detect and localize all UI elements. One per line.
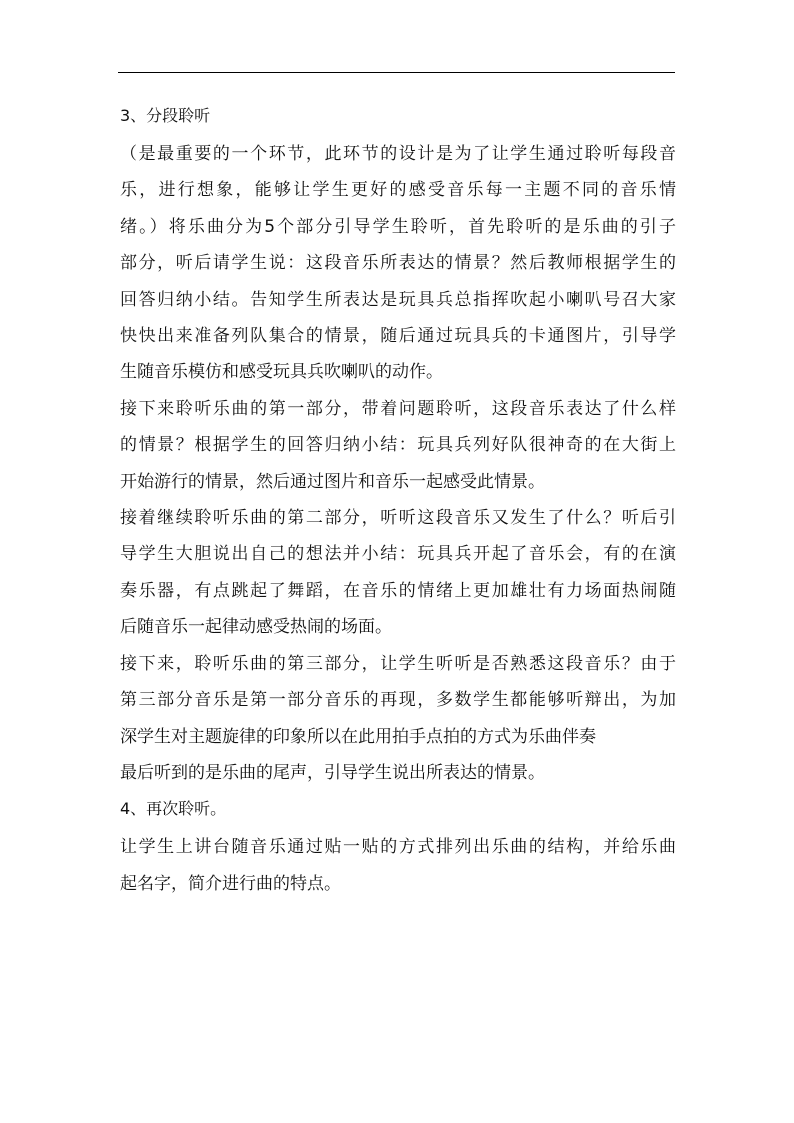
paragraph-line: 快快出来准备列队集合的情景，随后通过玩具兵的卡通图片，引导学 <box>120 326 676 347</box>
paragraph-line: 部分，听后请学生说：这段音乐所表达的情景？然后教师根据学生的 <box>120 253 676 274</box>
section-heading-4: 4、再次聆听。 <box>120 799 227 819</box>
paragraph-line: 回答归纳小结。告知学生所表达是玩具兵总指挥吹起小喇叭号召大家 <box>120 289 676 310</box>
document-body <box>120 98 676 902</box>
paragraph-line: 起名字，简介进行曲的特点。 <box>120 873 341 894</box>
section-heading-3: 3、分段聆听 <box>120 106 211 125</box>
paragraph-3 <box>120 500 676 646</box>
paragraph-line: 接下来，聆听乐曲的第三部分，让学生听听是否熟悉这段音乐？由于 <box>120 653 676 674</box>
paragraph-line: 奏乐器，有点跳起了舞蹈，在音乐的情绪上更加雄壮有力场面热闹随 <box>120 580 676 601</box>
paragraph-1 <box>120 136 676 391</box>
paragraph-line: 生随音乐模仿和感受玩具兵吹喇叭的动作。 <box>120 362 443 383</box>
header-rule <box>118 72 675 73</box>
paragraph-line: 后随音乐一起律动感受热闹的场面。 <box>120 617 392 638</box>
paragraph-5 <box>120 829 676 902</box>
paragraph-line: 乐，进行想象，能够让学生更好的感受音乐每一主题不同的音乐情 <box>120 180 676 201</box>
paragraph-line: 最后听到的是乐曲的尾声，引导学生说出所表达的情景。 <box>120 762 545 783</box>
paragraph-line: 接下来聆听乐曲的第一部分，带着问题聆听，这段音乐表达了什么样 <box>120 398 676 419</box>
paragraph-line: 第三部分音乐是第一部分音乐的再现，多数学生都能够听辩出，为加 <box>120 690 676 711</box>
paragraph-2 <box>120 391 676 500</box>
paragraph-line: 深学生对主题旋律的印象所以在此用拍手点拍的方式为乐曲伴奏 <box>120 726 596 747</box>
paragraph-line: 的情景？根据学生的回答归纳小结：玩具兵列好队很神奇的在大街上 <box>120 435 676 456</box>
paragraph-line: （是最重要的一个环节，此环节的设计是为了让学生通过聆听每段音 <box>120 144 676 164</box>
paragraph-line: 让学生上讲台随音乐通过贴一贴的方式排列出乐曲的结构，并给乐曲 <box>120 837 676 858</box>
paragraph-line: 接着继续聆听乐曲的第二部分，听听这段音乐又发生了什么？听后引 <box>120 508 676 529</box>
paragraph-line: 绪。）将乐曲分为5个部分引导学生聆听，首先聆听的是乐曲的引子 <box>120 216 676 237</box>
paragraph-4 <box>120 646 676 792</box>
paragraph-line: 开始游行的情景，然后通过图片和音乐一起感受此情景。 <box>120 471 545 492</box>
paragraph-line: 导学生大胆说出自己的想法并小结：玩具兵开起了音乐会，有的在演 <box>120 544 676 565</box>
